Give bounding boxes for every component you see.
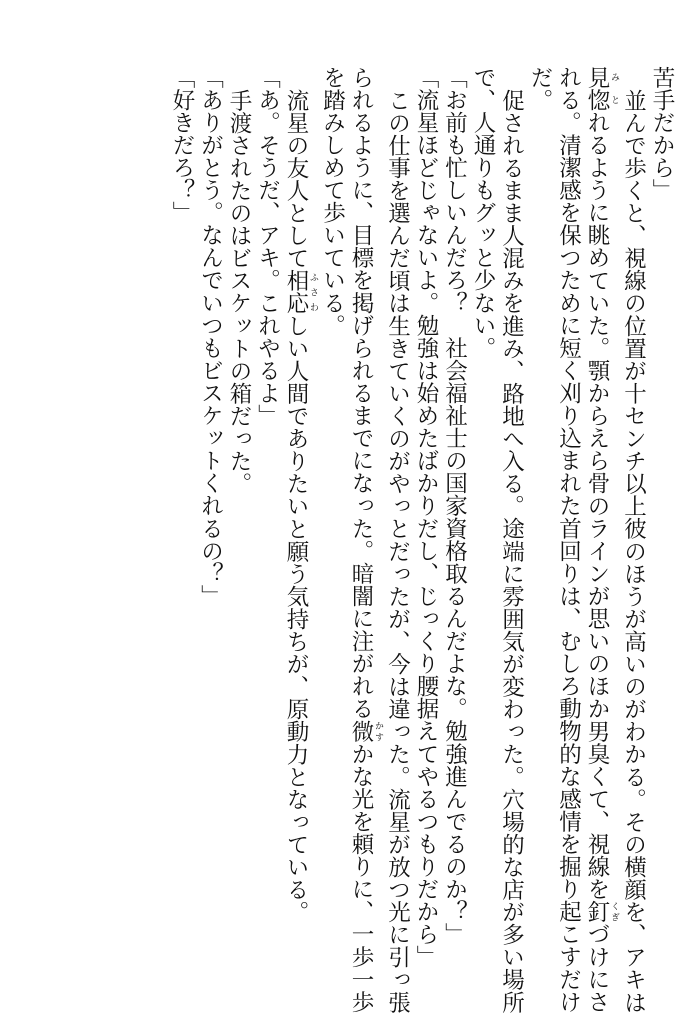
text-line: 並んで歩くと、視線の位置が十センチ以上彼のほうが高いのがわかる。その横顔を、アキは <box>620 88 647 1014</box>
dialogue-line: 「お前も忙しいんだろ？ 社会福祉士の国家資格取るんだよな。勉強進んでるのか？」 <box>441 66 468 946</box>
text-line: 見惚 みとれるように眺めていた。顎からえら骨のラインが思いのほか男臭くて、視線を釘 くぎづけにさ <box>584 66 619 1014</box>
text-line: 流星の友人として相応 ふさわしい人間でありたいと願う気持ちが、原動力となっている。 <box>283 88 318 923</box>
dialogue-line: 「好きだろ？」 <box>169 66 195 224</box>
dialogue-line: 「あ。そうだ、アキ。これやるよ」 <box>254 66 281 427</box>
furigana: 釘 くぎ <box>584 900 619 923</box>
dialogue-line: 「ありがとう。なんでいつもビスケットくれるの？」 <box>197 66 224 608</box>
text-line: 促されるまま人混みを進み、路地へ入る。途端に雰囲気が変わった。穴場的な店が多い場所 <box>498 88 525 1014</box>
dialogue-line: 「流星ほどじゃないよ。勉強は始めたばかりだし、じっくり腰据えてやるつもりだから」 <box>413 66 439 968</box>
text-line: 苦手だから」 <box>649 66 675 202</box>
text-line: られるように、目標を掲げられるまでになった。暗闇に注がれる微 かすかな光を頼りに、一歩一歩 <box>348 66 383 1014</box>
text-line: を踏みしめて歩いている。 <box>319 66 346 337</box>
furigana: 微 かす <box>348 719 383 743</box>
text-line: で、人通りもグッと少ない。 <box>470 66 496 360</box>
furigana: 見惚 みと <box>584 66 619 112</box>
text-line: れる。清潔感を保つために短く刈り込まれた首回りは、むしろ動物的な感情を掘り起こすだけ <box>555 66 582 1014</box>
text-line: だ。 <box>527 66 553 112</box>
text-line: 手渡されたのはビスケットの箱だった。 <box>226 88 252 495</box>
novel-page <box>28 66 676 1014</box>
text-line: この仕事を選んだ頃は生きていくのがやっとだったが、今は違った。流星が放つ光に引っ張 <box>384 88 411 1014</box>
furigana: 相応 ふさわ <box>283 268 318 315</box>
